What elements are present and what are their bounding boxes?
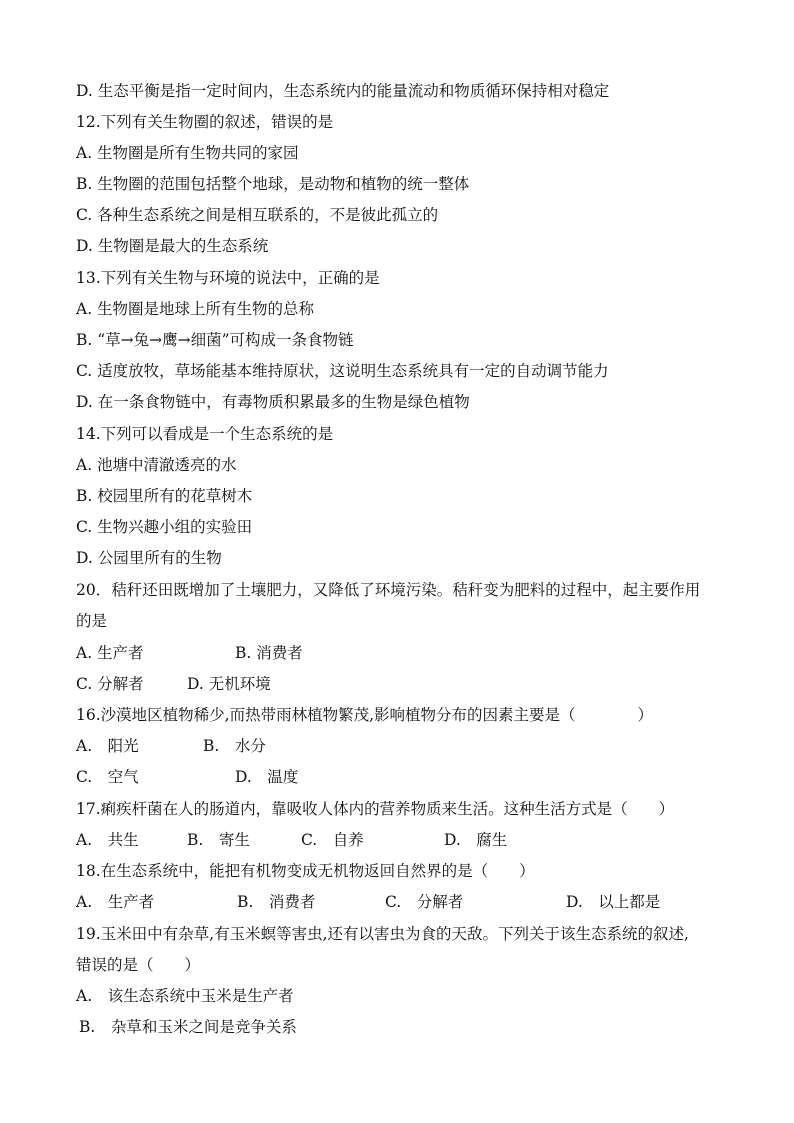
q18-option-d: D. 以上都是 [566, 893, 661, 911]
question-19-stem: 19.玉米田中有杂草,有玉米螟等害虫,还有以害虫为食的天敌。下列关于该生态系统的叙述, [76, 925, 689, 943]
q20-option-d: D. 无机环境 [187, 675, 271, 693]
q20-option-b: B. 消费者 [235, 644, 303, 662]
question-18-stem: 18.在生态系统中，能把有机物变成无机物返回自然界的是（ ） [76, 862, 535, 880]
q17-option-a: A. 共生 [76, 831, 139, 849]
q14-option-b: B. 校园里所有的花草树木 [76, 487, 253, 505]
question-12-stem: 12.下列有关生物圈的叙述，错误的是 [76, 113, 334, 131]
q13-option-b: B. “草→兔→鹰→细菌”可构成一条食物链 [76, 331, 354, 349]
q17-option-d: D. 腐生 [444, 831, 508, 849]
q18-option-c: C. 分解者 [385, 893, 464, 911]
q13-option-c: C. 适度放牧，草场能基本维持原状，这说明生态系统具有一定的自动调节能力 [76, 362, 609, 380]
q19-option-a: A. 该生态系统中玉米是生产者 [76, 987, 294, 1005]
q17-option-c: C. 自养 [301, 831, 364, 849]
question-20-stem-cont: 的是 [76, 612, 108, 630]
q14-option-c: C. 生物兴趣小组的实验田 [76, 518, 253, 536]
q14-option-d: D. 公园里所有的生物 [76, 549, 222, 567]
q12-option-b: B. 生物圈的范围包括整个地球，是动物和植物的统一整体 [76, 175, 470, 193]
q16-option-d: D. 温度 [235, 768, 299, 786]
q14-option-a: A. 池塘中清澈透亮的水 [76, 456, 237, 474]
q12-option-c: C. 各种生态系统之间是相互联系的，不是彼此孤立的 [76, 206, 439, 224]
q16-option-b: B. 水分 [203, 737, 266, 755]
text-line: D. 生态平衡是指一定时间内，生态系统内的能量流动和物质循环保持相对稳定 [76, 82, 610, 100]
question-16-stem: 16.沙漠地区植物稀少,而热带雨林植物繁茂,影响植物分布的因素主要是（ ） [76, 706, 654, 724]
q12-option-a: A. 生物圈是所有生物共同的家园 [76, 144, 299, 162]
question-20-stem: 20．秸秆还田既增加了土壤肥力，又降低了环境污染。秸秆变为肥料的过程中，起主要作用 [76, 581, 701, 599]
q19-option-b: B. 杂草和玉米之间是竞争关系 [79, 1018, 297, 1036]
q18-option-a: A. 生产者 [76, 893, 155, 911]
q20-option-c: C. 分解者 [76, 675, 144, 693]
q13-option-a: A. 生物圈是地球上所有生物的总称 [76, 300, 315, 318]
question-17-stem: 17.痢疾杆菌在人的肠道内，靠吸收人体内的营养物质来生活。这种生活方式是（ ） [76, 800, 675, 818]
q17-option-b: B. 寄生 [187, 831, 250, 849]
question-13-stem: 13.下列有关生物与环境的说法中，正确的是 [76, 269, 380, 287]
q20-option-a: A. 生产者 [76, 644, 144, 662]
q16-option-a: A. 阳光 [76, 737, 139, 755]
q18-option-b: B. 消费者 [237, 893, 316, 911]
question-14-stem: 14.下列可以看成是一个生态系统的是 [76, 425, 334, 443]
q16-option-c: C. 空气 [76, 768, 139, 786]
question-19-stem-cont: 错误的是（ ） [76, 956, 201, 974]
q12-option-d: D. 生物圈是最大的生态系统 [76, 237, 269, 255]
q13-option-d: D. 在一条食物链中，有毒物质积累最多的生物是绿色植物 [76, 393, 470, 411]
